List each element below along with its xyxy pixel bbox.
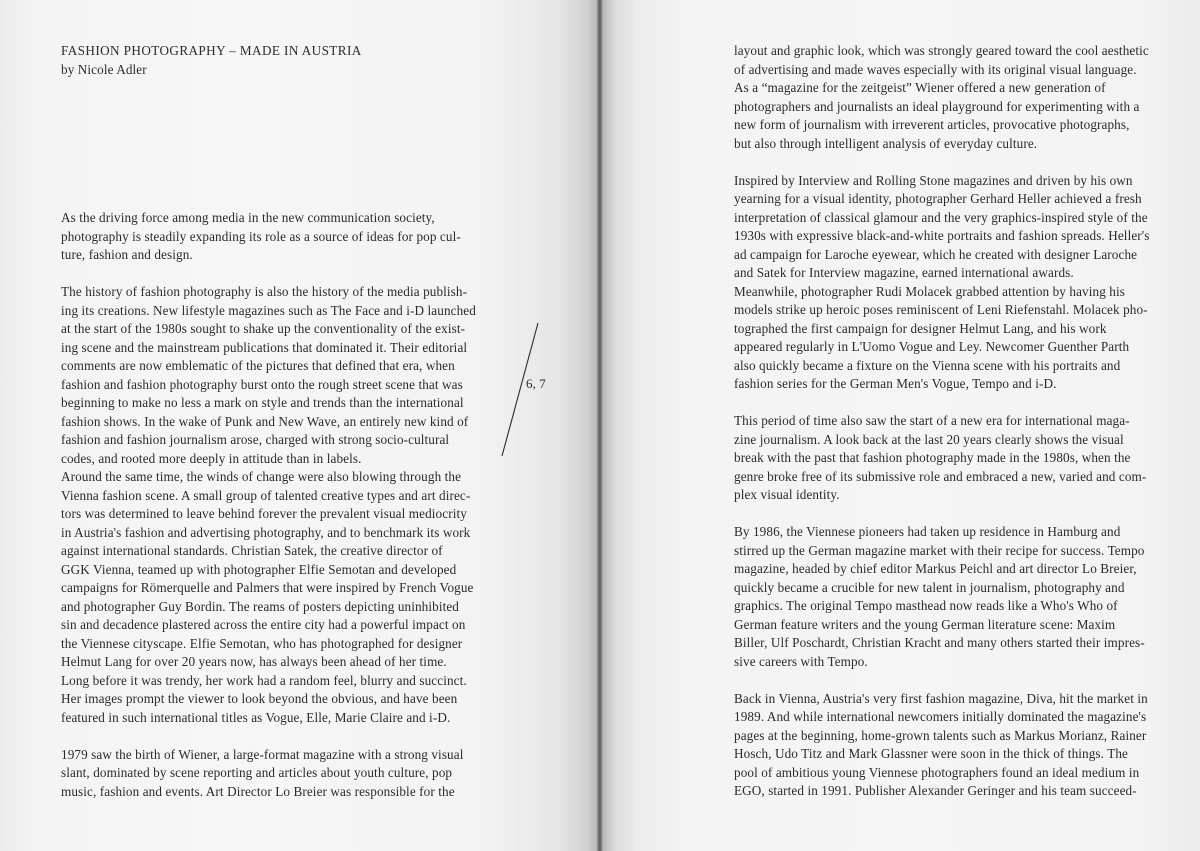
article-title: FASHION PHOTOGRAPHY – MADE IN AUSTRIA bbox=[61, 43, 362, 58]
page-reference-marginalia bbox=[498, 320, 558, 460]
paragraph-intro: As the driving force among media in the new communication society, photography is steadily expanding its role as a source of ideas for pop cul- ture, fashion and design. bbox=[61, 210, 461, 262]
paragraph-new-era: This period of time also saw the start of a new era for international maga- zine journalism. A look back at the last 20 years clearly shows the visual break with the past that fashion photography made in the 1980s, when the genre broke free of its submissive role and embraced a new, varied and com- plex visual identity. bbox=[734, 413, 1147, 502]
article-header bbox=[61, 42, 481, 79]
left-page-body bbox=[61, 209, 481, 820]
paragraph-wiener-continued: layout and graphic look, which was strongly geared toward the cool aesthetic of advertising and made waves especially with its original visual language. As a “magazine for the zeitgeist” Wiener offered a new generation of photographers and journalists an ideal playground for experimenting with a new form of journalism with irreverent articles, provocative photographs, but also through intelligent analysis of everyday culture. bbox=[734, 43, 1149, 151]
paragraph-wiener: 1979 saw the birth of Wiener, a large-format magazine with a strong visual slant, dominated by scene reporting and articles about youth culture, pop music, fashion and events. Art Director Lo Breier was responsible for the bbox=[61, 746, 464, 799]
paragraph-molacek: Meanwhile, photographer Rudi Molacek grabbed attention by having his models strike up heroic poses reminiscent of Leni Riefenstahl. Molacek pho- tographed the first campaign for designer Helmut Lang, and his work appeared regularly in L'Uomo Vogue and Ley. Newcomer Guenther Parth also quickly became a fixture on the Vienna scene with his portraits and fashion series for the German Men's Vogue, Tempo and i-D. bbox=[734, 283, 1148, 391]
paragraph-hamburg-tempo: By 1986, the Viennese pioneers had taken up residence in Hamburg and stirred up the German magazine market with their recipe for success. Tempo magazine, headed by chief editor Markus Peichl and art director Lo Breier, quickly became a crucible for new talent in journalism, photography and graphics. The original Tempo masthead now reads like a Who's Who of German feature writers and the young German literature scene: Maxim Biller, Ulf Poschardt, Christian Kracht and many others started their impres- sive careers with Tempo. bbox=[734, 524, 1145, 669]
right-page bbox=[600, 0, 1200, 851]
paragraph-diva-ego: Back in Vienna, Austria's very first fashion magazine, Diva, hit the market in 1989. And while international newcomers initially dominated the magazine's pages at the beginning, home-grown talents such as Markus Morianz, Rainer Hosch, Udo Titz and Mark Glassner were soon in the thick of things. The pool of ambitious young Viennese photographers found an ideal medium in EGO, started in 1991. Publisher Alexander Geringer and his team succeed- bbox=[734, 690, 1148, 798]
article-byline: by Nicole Adler bbox=[61, 61, 147, 77]
book-gutter bbox=[597, 0, 602, 851]
page-reference: 6, 7 bbox=[526, 376, 546, 391]
paragraph-vienna-scene: Around the same time, the winds of change were also blowing through the Vienna fashion scene. A small group of talented creative types and art direc- tors was determined to leave behind forever the prevalent visual mediocrity in Austria's fashion and advertising photography, and to benchmark its work against international standards. Christian Satek, the creative director of GGK Vienna, teamed up with photographer Elfie Semotan and developed campaigns for Römerquelle and Palmers that were inspired by French Vogue and photographer Guy Bordin. The reams of posters depicting uninhibited sin and decadence plastered across the entire city had a powerful impact on the Viennese cityscape. Elfie Semotan, who has photographed for designer Helmut Lang for over 20 years now, has always been ahead of her time. Long before it was trendy, her work had a random feel, blurry and succinct. Her images prompt the viewer to look beyond the obvious, and have been featured in such international titles as Vogue, Elle, Marie Claire and i-D. bbox=[61, 469, 474, 725]
paragraph-history: The history of fashion photography is also the history of the media publish- ing its creations. New lifestyle magazines such as The Face and i-D launched at the start of the 1980s sought to shake up the conventionality of the exist- ing scene and the mainstream publications that dominated it. Their editorial comments are now emblematic of the pictures that defined that era, when fashion and fashion photography burst onto the rough street scene that was beginning to make no less a mark on style and trends than the international fashion shows. In the wake of Punk and New Wave, an entirely new kind of fashion and fashion journalism arose, charged with strong socio-cultural codes, and rooted more deeply in attitude than in labels. bbox=[61, 284, 476, 466]
right-page-body bbox=[734, 42, 1154, 819]
paragraph-heller: Inspired by Interview and Rolling Stone magazines and driven by his own yearning for a visual identity, photographer Gerhard Heller achieved a fresh interpretation of classical glamour and the very graphics-inspired style of the 1930s with expressive black-and-white portraits and fashion spreads. Heller's ad campaign for Laroche eyewear, which he created with designer Laroche and Satek for Interview magazine, earned international awards. bbox=[734, 172, 1150, 280]
